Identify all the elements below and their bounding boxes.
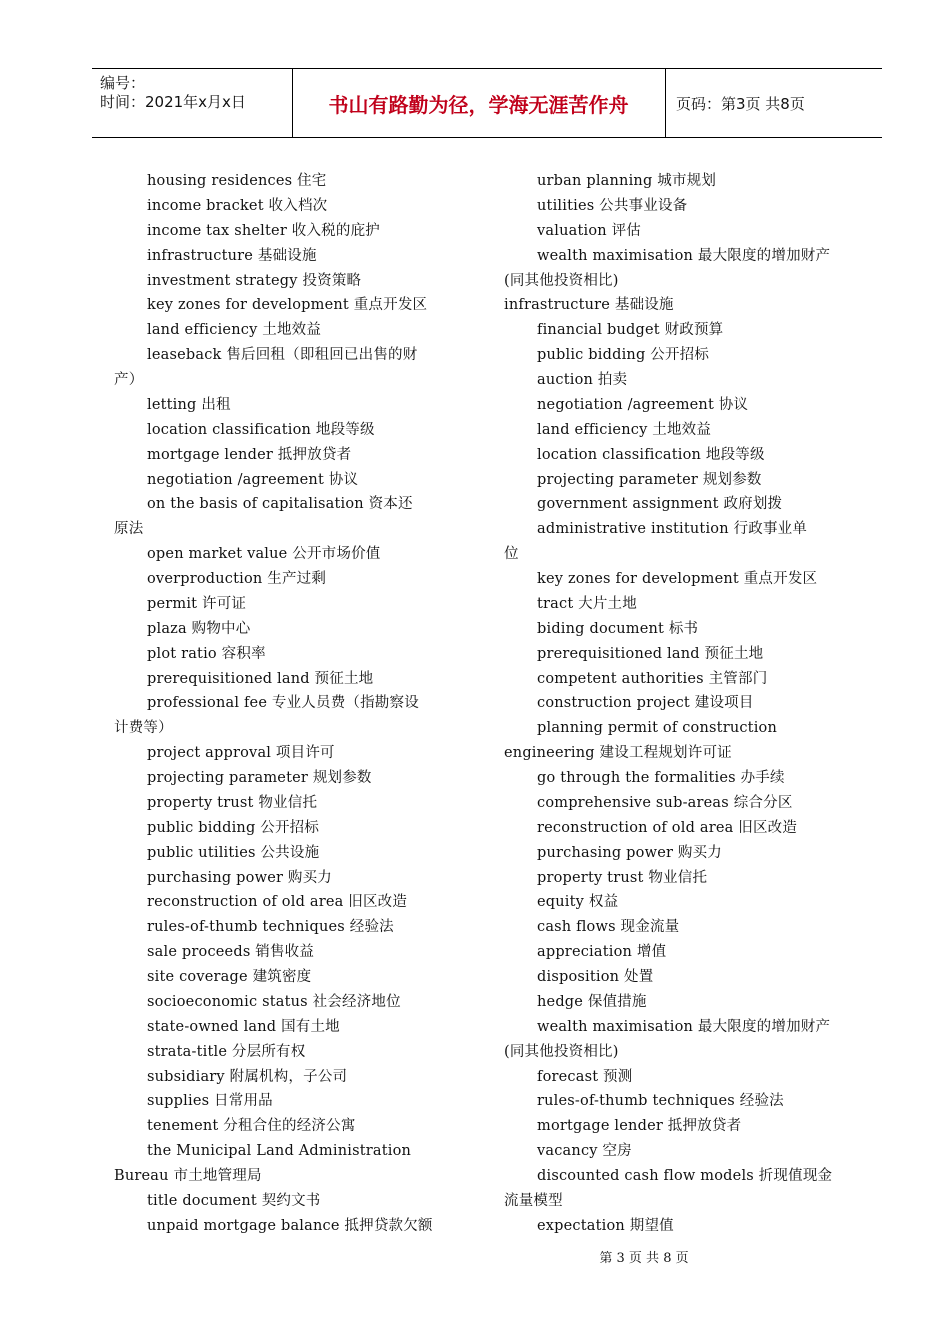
glossary-entry-line: state-owned land 国有土地 [147,1018,340,1035]
glossary-entry-line: purchasing power 购买力 [147,869,333,886]
header-slogan-cell [292,69,666,137]
glossary-entry-line: expectation 期望值 [537,1217,674,1234]
footer-page-number: 第 3 页 共 8 页 [599,1251,689,1266]
page-footer [0,1247,950,1266]
glossary-entry-line: supplies 日常用品 [147,1093,273,1110]
glossary-entry-line: open market value 公开市场价值 [147,546,381,563]
glossary-entry-line: letting 出租 [147,396,231,413]
glossary-entry-line: key zones for development 重点开发区 [537,571,818,587]
glossary-entry-line: wealth maximisation 最大限度的增加财产 [537,1018,831,1035]
glossary-entry-line: unpaid mortgage balance 抵押贷款欠额 [147,1217,433,1234]
glossary-entry-line: discounted cash flow models 折现值现金 [537,1168,833,1184]
glossary-entry-line: plot ratio 容积率 [147,645,266,662]
glossary-entry-line: valuation 评估 [537,222,641,239]
glossary-entry-line: land efficiency 土地效益 [147,322,322,339]
glossary-entry-line: public bidding 公开招标 [147,819,320,836]
glossary-entry-line: prerequisitioned land 预征土地 [537,645,764,662]
glossary-entry-line: utilities 公共事业设备 [537,197,688,214]
glossary-entry-line: negotiation /agreement 协议 [537,396,749,413]
glossary-entry-line: 产） [114,372,144,388]
glossary-entry-line: biding document 标书 [537,620,699,637]
glossary-entry-line: location classification 地段等级 [147,421,375,438]
glossary-entry-line: projecting parameter 规划参数 [537,471,762,488]
glossary-entry-line: land efficiency 土地效益 [537,421,712,438]
glossary-entry-line: (同其他投资相比) [504,272,619,289]
glossary-entry-line: infrastructure 基础设施 [504,297,674,314]
document-number-label: 编号： [100,74,146,92]
glossary-entry-line: infrastructure 基础设施 [147,247,317,264]
glossary-entry-line: government assignment 政府划拨 [537,496,783,513]
glossary-entry-line: projecting parameter 规划参数 [147,770,372,786]
header-page-cell [666,69,882,137]
glossary-entry-line: vacancy 空房 [537,1143,632,1160]
glossary-left-column [114,169,472,1239]
glossary-entry-line: planning permit of construction [537,720,778,737]
glossary-entry-line: leaseback 售后回租（即租回已出售的财 [147,347,418,364]
glossary-entry-line: wealth maximisation 最大限度的增加财产 [537,247,831,264]
glossary-right-column [504,169,862,1239]
glossary-entry-line: auction 拍卖 [537,372,628,388]
glossary-entry-line: mortgage lender 抵押放贷者 [537,1118,742,1135]
glossary-entry-line: subsidiary 附属机构，子公司 [147,1068,348,1085]
glossary-entry-line: purchasing power 购买力 [537,844,723,861]
glossary-entry-line: cash flows 现金流量 [537,919,680,936]
glossary-entry-line: prerequisitioned land 预征土地 [147,670,374,687]
glossary-entry-line: forecast 预测 [537,1068,633,1085]
glossary-entry-line: plaza 购物中心 [147,620,251,637]
glossary-entry-line: public utilities 公共设施 [147,844,320,861]
glossary-entry-line: public bidding 公开招标 [537,347,710,364]
glossary-entry-line: the Municipal Land Administration [147,1143,412,1160]
glossary-entry-line: negotiation /agreement 协议 [147,471,359,488]
glossary-entry-line: property trust 物业信托 [147,794,318,811]
glossary-entry-line: reconstruction of old area 旧区改造 [537,819,798,836]
glossary-entry-line: on the basis of capitalisation 资本还 [147,496,413,513]
glossary-entry-line: appreciation 增值 [537,944,667,961]
page-header [92,68,882,138]
glossary-entry-line: tenement 分租合住的经济公寓 [147,1118,356,1135]
glossary-entry-line: hedge 保值措施 [537,993,647,1010]
glossary-entry-line: location classification 地段等级 [537,446,765,463]
glossary-entry-line: site coverage 建筑密度 [147,969,312,985]
glossary-entry-line: Bureau 市土地管理局 [114,1168,262,1184]
glossary-entry-line: rules-of-thumb techniques 经验法 [537,1093,784,1110]
glossary-entry-line: 原法 [114,521,144,538]
glossary-entry-line: housing residences 住宅 [147,173,327,189]
glossary-entry-line: sale proceeds 销售收益 [147,944,315,961]
header-page-code: 页码：第3页 共8页 [676,95,805,113]
glossary-entry-line: overproduction 生产过剩 [147,571,327,587]
glossary-entry-line: competent authorities 主管部门 [537,670,768,687]
glossary-entry-line: socioeconomic status 社会经济地位 [147,993,401,1010]
glossary-entry-line: equity 权益 [537,894,619,911]
glossary-entry-line: financial budget 财政预算 [537,322,724,339]
glossary-entry-line: go through the formalities 办手续 [537,770,785,786]
glossary-entry-line: comprehensive sub-areas 综合分区 [537,794,793,811]
glossary-entry-line: investment strategy 投资策略 [147,272,362,289]
glossary-entry-line: disposition 处置 [537,969,654,985]
glossary-entry-line: property trust 物业信托 [537,869,708,886]
glossary-entry-line: rules-of-thumb techniques 经验法 [147,919,394,936]
glossary-entry-line: income bracket 收入档次 [147,197,328,214]
glossary-entry-line: strata-title 分层所有权 [147,1043,306,1060]
glossary-entry-line: project approval 项目许可 [147,745,335,762]
glossary-entry-line: permit 许可证 [147,595,247,612]
glossary-entry-line: key zones for development 重点开发区 [147,297,428,314]
glossary-entry-line: title document 契约文书 [147,1192,321,1209]
header-slogan: 书山有路勤为径，学海无涯苦作舟 [328,93,629,117]
glossary-entry-line: tract 大片土地 [537,595,637,612]
glossary-entry-line: mortgage lender 抵押放贷者 [147,446,352,463]
glossary-entry-line: urban planning 城市规划 [537,173,717,189]
glossary-entry-line: income tax shelter 收入税的庇护 [147,222,380,239]
glossary-entry-line: 位 [504,546,519,563]
glossary-entry-line: administrative institution 行政事业单 [537,521,808,538]
document-time-label: 时间：2021年x月x日 [100,93,246,111]
glossary-entry-line: (同其他投资相比) [504,1043,619,1060]
glossary-entry-line: construction project 建设项目 [537,695,754,712]
header-meta-cell [92,69,293,137]
glossary-entry-line: professional fee 专业人员费（指勘察设 [147,695,419,712]
glossary-entry-line: 流量模型 [504,1192,563,1209]
glossary-entry-line: reconstruction of old area 旧区改造 [147,894,408,911]
glossary-entry-line: 计费等） [114,720,173,737]
glossary-entry-line: engineering 建设工程规划许可证 [504,745,732,762]
